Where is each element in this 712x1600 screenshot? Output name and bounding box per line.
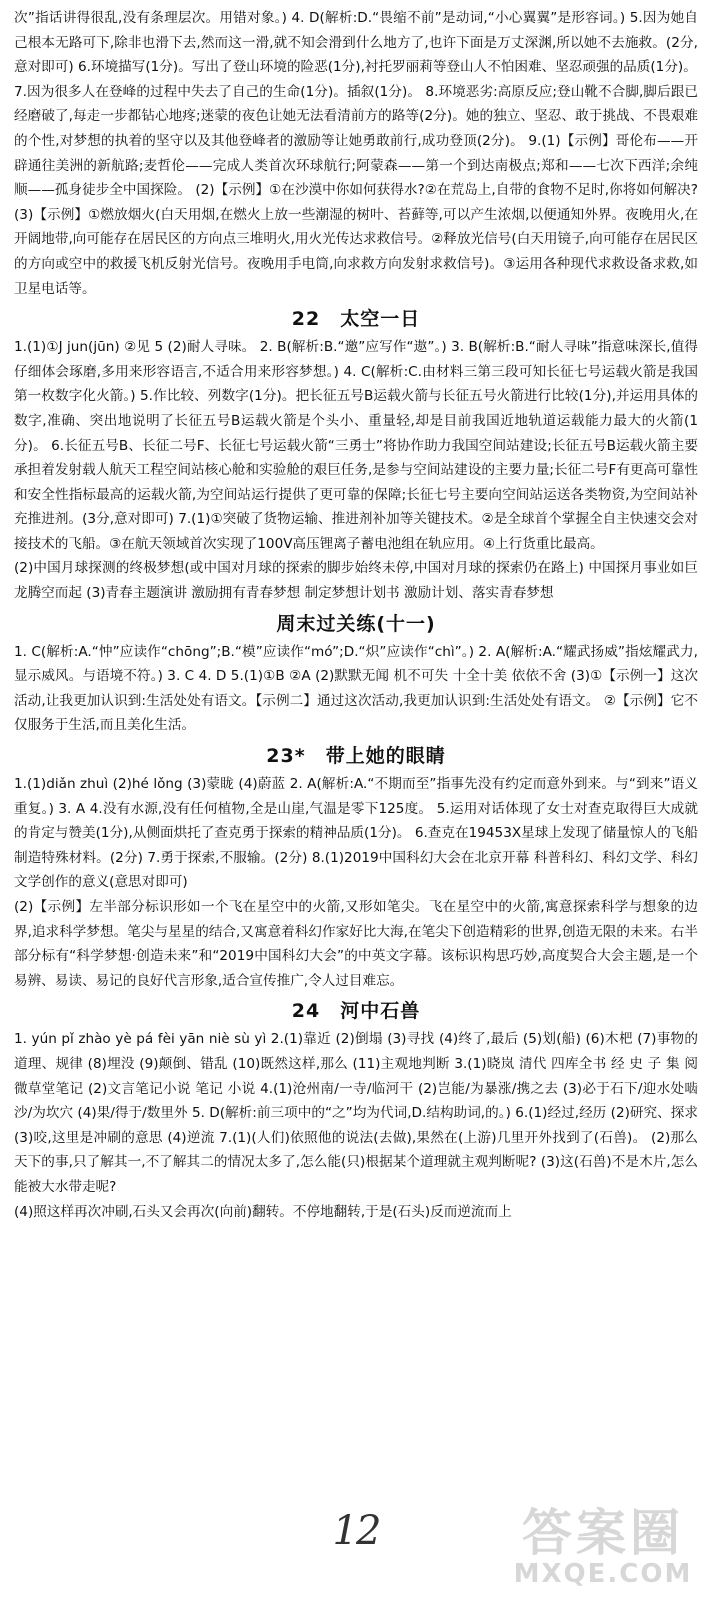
answer-paragraph: (2)【示例】左半部分标识形如一个飞在星空中的火箭,又形如笔尖。飞在星空中的火箭,寓意探索科学与想象的边界,追求科学梦想。笔尖与星星的结合,又寓意着科幻作家好比大海,在笔尖下创造精彩的世界,创造无限的未来。右半部分标有“科学梦想·创造未来”和“2019中国科幻大会”的中英文字幕。该标识构思巧妙,高度契合大会主题,是一个易辨、易读、易记的良好代言形象,适合宣传推广,令人过目难忘。 (14, 899, 698, 989)
answer-paragraph: 1.(1)①J jun(jūn) ②见 5 (2)耐人寻味。 2. B(解析:B.“邀”应写作“遨”。) 3. B(解析:B.“耐人寻味”指意味深长,值得仔细体会琢磨,多用来形容语言,不适合用来形容梦想。) 4. C(解析:C.由材料三第三段可知长征七号运载火箭是我国第一枚数字化火箭。) 5.作比较、列数字(1分)。把长征五号B运载火箭与长征五号火箭进行比较(1分),并运用具体的数字,准确、突出地说明了长征五号B运载火箭是个头小、重量轻,却是目前我国近地轨道运载能力最大的火箭(1分)。 6.长征五号B、长征二号F、长征七号运载火箭“三勇士”将协作助力我国空间站建设;长征五号B运载火箭主要承担着发射载人航天工程空间站核心舱和实验舱的艰巨任务,是参与空间站建设的主要力量;长征二号F有更高可靠性和安全性指标最高的运载火箭,为空间站运行提供了更可靠的保障;长征七号主要向空间站运送各类物资,为空间站补充推进剂。(3分,意对即可) 7.(1)①突破了货物运输、推进剂补加等关键技术。②是全球首个掌握全自主快速交会对接技术的飞船。③在航天领域首次实现了100V高压锂离子蓄电池组在轨应用。④上行货重比最高。 (14, 339, 698, 552)
lesson-title: 太空一日 (340, 308, 421, 331)
section-lesson-22 (14, 304, 698, 606)
answer-page (14, 6, 698, 1506)
section-heading (14, 741, 698, 771)
lesson-title: 河中石兽 (340, 1000, 421, 1023)
watermark-logo: 答案圈 (522, 1504, 684, 1562)
answer-paragraph: (4)照这样再次冲刷,石头又会再次(向前)翻转。不停地翻转,于是(石头)反而逆流而上 (14, 1203, 512, 1220)
section-continuation (14, 6, 698, 301)
answer-paragraph: 1. yún pǐ zhào yè pá fèi yān niè sù yì 2.(1)靠近 (2)倒塌 (3)寻找 (4)终了,最后 (5)划(船) (6)木杷 (7)事物的道理、规律 (8)埋没 (9)颠倒、错乱 (10)既然这样,那么 (11)主观地判断 3.(1)晓岚 清代 四库全书 经 史 子 集 阅微草堂笔记 (2)文言笔记小说 笔记 小说 4.(1)沧州南/一寺/临河干 (2)岂能/为暴涨/携之去 (3)必于石下/迎水处啮沙/为坎穴 (4)果/得于/数里外 5. D(解析:前三项中的“之”均为代词,D.结构助词,的。) 6.(1)经过,经历 (2)研究、探求 (3)咬,这里是冲刷的意思 (4)逆流 7.(1)(人们)依照他的说法(去做),果然在(上游)几里开外找到了(石兽)。 (2)那么天下的事,只了解其一,不了解其二的情况太多了,怎么能(只)根据某个道理就主观判断呢? (3)这(石兽)不是木片,怎么能被大水带走呢? (14, 1031, 698, 1195)
section-heading (14, 996, 698, 1026)
answer-paragraph: 7.因为很多人在登峰的过程中失去了自己的生命(1分)。插叙(1分)。 8.环境恶劣:高原反应;登山靴不合脚,脚后跟已经磨破了,每走一步都钻心地疼;迷蒙的夜色让她无法看清前方的路等(2分)。她的独立、坚忍、敢于挑战、不畏艰难的个性,对梦想的执着的坚守以及其他登峰者的激励等让她勇敢前行,成功登顶(2分)。 9.(1)【示例】哥伦布——开辟通往美洲的新航路;麦哲伦——完成人类首次环球航行;阿蒙森——第一个到达南极点;郑和——七次下西洋;余纯顺——孤身徒步全中国探险。 (2)【示例】①在沙漠中你如何获得水?②在荒岛上,自带的食物不足时,你将如何解决? (3)【示例】①燃放烟火(白天用烟,在燃火上放一些潮湿的树叶、苔藓等,可以产生浓烟,以便通知外界。夜晚用火,在开阔地带,向可能存在居民区的方向点三堆明火,用火光传达求救信号。②释放光信号(白天用镜子,向可能存在居民区的方向或空中的救援飞机反射光信号。夜晚用手电筒,向求救方向发射求救信号)。③运用各种现代求救设备求救,如卫星电话等。 (14, 83, 698, 297)
answer-paragraph: 次”指话讲得很乱,没有条理层次。用错对象。) 4. D(解析:D.“畏缩不前”是动词,“小心翼翼”是形容词。) 5.因为她自己根本无路可下,除非也滑下去,然而这一滑,就不知会滑到什么地方了,也许下面是万丈深渊,所以她不去施救。(2分,意对即可) 6.环境描写(1分)。写出了登山环境的险恶(1分),衬托罗丽莉等登山人不怕困难、坚忍顽强的品质(1分)。 (14, 10, 698, 76)
section-weekend-practice (14, 609, 698, 738)
section-lesson-24 (14, 996, 698, 1224)
lesson-title: 带上她的眼睛 (325, 745, 446, 768)
section-heading (14, 304, 698, 334)
section-lesson-23 (14, 741, 698, 993)
answer-paragraph: 1.(1)diǎn zhuì (2)hé lǒng (3)蒙眬 (4)蔚蓝 2. A(解析:A.“不期而至”指事先没有约定而意外到来。与“到来”语义重复。) 3. A 4.没有水源,没有任何植物,全是山崖,气温是零下125度。 5.运用对话体现了女士对查克取得巨大成就的肯定与赞美(1分),从侧面烘托了查克勇于探索的精神品质(1分)。 6.查克在19453X星球上发现了储量惊人的飞船制造特殊材料。(2分) 7.勇于探索,不服输。(2分) 8.(1)2019中国科幻大会在北京开幕 科普科幻、科幻文学、科幻文学创作的意义(意思对即可) (14, 776, 698, 891)
lesson-number: 24 (291, 1000, 321, 1023)
section-heading (14, 609, 698, 639)
answer-paragraph: 1. C(解析:A.“忡”应读作“chōng”;B.“模”应读作“mó”;D.“炽”应读作“chì”。) 2. A(解析:A.“耀武扬威”指炫耀武力,显示威风。与语境不符。) 3. C 4. D 5.(1)①B ②A (2)默默无闻 机不可失 十全十美 依依不舍 (3)①【示例一】这次活动,让我更加认识到:生活处处有语文。【示例二】通过这次活动,我更加认识到:生活处处有语文。 ②【示例】它不仅服务于生活,而且美化生活。 (14, 643, 698, 734)
watermark-url: MXQE.COM (513, 1559, 693, 1589)
answer-paragraph: (2)中国月球探测的终极梦想(或中国对月球的探索的脚步始终未停,中国对月球的探索仍在路上) 中国探月事业如巨龙腾空而起 (3)青春主题演讲 激励拥有青春梦想 制定梦想计划书 激励计划、落实青春梦想 (14, 560, 698, 602)
lesson-number: 22 (291, 308, 321, 331)
section-title-text: 周末过关练(十一) (276, 612, 436, 635)
handwritten-page-number: 12 (332, 1508, 380, 1554)
lesson-number: 23* (266, 745, 306, 768)
